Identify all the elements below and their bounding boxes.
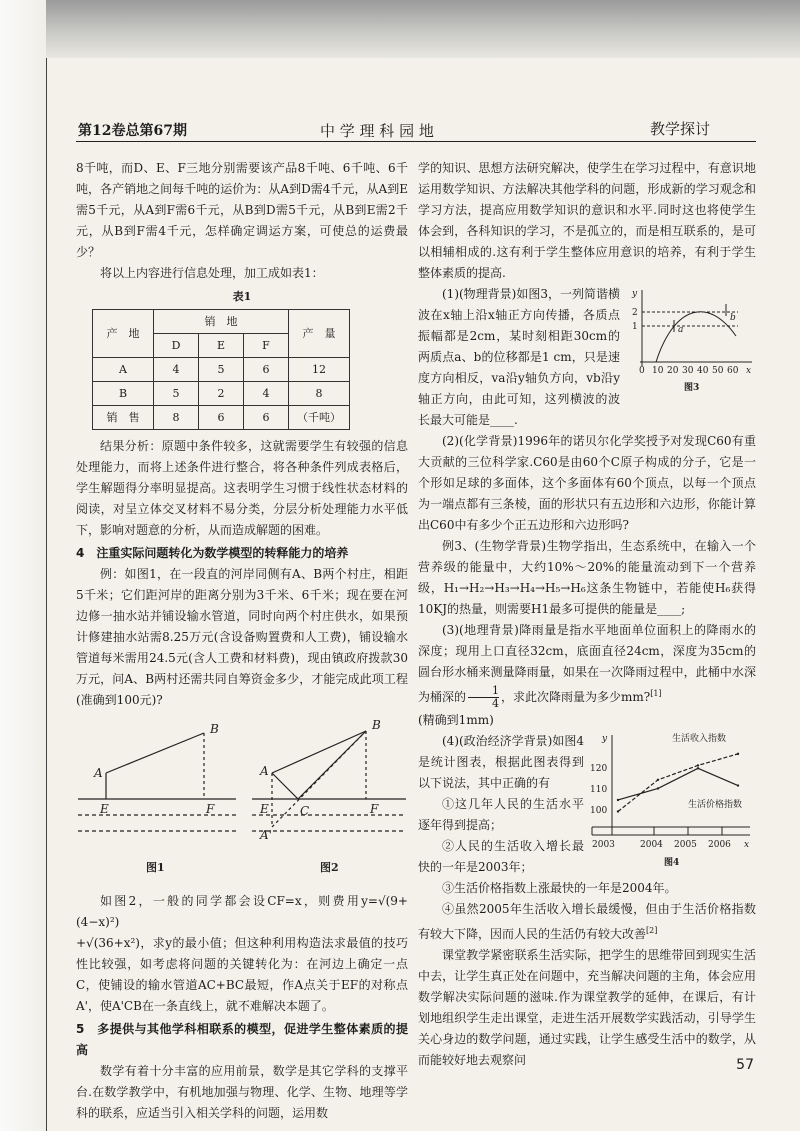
text-span: (3)(地理背景)降雨量是指水平地面单位面积上的降雨水的深度；现用上口直径32cm，底面直径24cm，深度为35cm的圆台形水桶来测量降雨量，如果在一次降雨过程中，此桶中水深为桶深的 (418, 623, 756, 704)
paragraph: 例：如图1，在一段直的河岸同侧有A、B两个村庄，相距5千米；它们距河岸的距离分别为3千米、6千米；现在要在河边修一抽水站并铺设输水管道，同时向两个村庄供水，如果预计修建抽水站需8.25万元(含设备购置费和人工费)，铺设输水管道每米需用24.5元(含人工费和材料费)，现由镇政府拨款30万元，问A、B两村还需共同自筹资金多少，才能完成此项工程(准确到100元)? (76, 567, 408, 707)
right-column (418, 158, 756, 1071)
figure-caption: 图2 (320, 861, 339, 874)
fraction (468, 685, 499, 710)
figures-1-2 (76, 715, 408, 891)
data-point (737, 784, 739, 786)
tick-label: 50 (712, 366, 724, 376)
header-rule (76, 141, 756, 142)
header-section: 教学探讨 (650, 120, 711, 138)
axis-label: x (746, 366, 752, 376)
table-header: 销 地 (154, 310, 289, 334)
table-header: F (244, 334, 289, 358)
text-span: ，求此次降雨量为多少mm? (501, 690, 651, 704)
table-cell: 5 (154, 382, 199, 406)
geometry-figures (76, 715, 408, 891)
tick-label: 1 (632, 322, 638, 332)
tick-label: 2003 (592, 840, 615, 850)
point-label: b (730, 313, 736, 323)
table-row (93, 358, 350, 382)
tick-label: 10 (652, 366, 664, 376)
tick-label: 40 (697, 366, 709, 376)
paragraph (418, 620, 756, 710)
tick-label: 2006 (708, 840, 731, 850)
legend-series-2: 生活价格指数 (688, 800, 743, 810)
paragraph: +√(36+x²)，求y的最小值；但这种利用构造法求最值的技巧性比较强，如考虑将问题的关键转化为：在河边上确定一点C，使铺设的输水管道AC+BC最短，作A点关于EF的对称点A'，使A'CB在一条直线上，就不难解决本题了。 (76, 936, 408, 1013)
table-cell: A (93, 358, 154, 382)
label-A-prime: A' (260, 828, 272, 842)
table-cell: 6 (199, 406, 244, 430)
legend-series-1: 生活收入指数 (672, 734, 727, 744)
table-cell: 8 (289, 382, 350, 406)
tick-label: 100 (590, 806, 608, 816)
table-cell: 5 (199, 358, 244, 382)
tick-label: 2 (632, 308, 638, 318)
fraction-denominator: 4 (492, 697, 500, 710)
wave-figure (626, 286, 756, 396)
citation: [1] (650, 689, 662, 698)
table-cell: 8 (154, 406, 199, 430)
data-point (697, 764, 699, 766)
option-item: ②人民的生活收入增长最快的一年是2003年； (418, 839, 584, 874)
text-span: ④虽然2005年生活收入增长最缓慢，但由于生活价格指数有较大下降，因而人民的生活仍有较大改善 (418, 902, 756, 941)
table-cell: 4 (244, 382, 289, 406)
table-header: 产 地 (93, 310, 154, 358)
option-item: ③生活价格指数上涨最快的一年是2004年。 (442, 881, 677, 895)
segment-A2B (272, 731, 366, 827)
tick-label: 60 (727, 366, 739, 376)
paragraph: 课堂教学紧密联系生活实际，把学生的思维带回到现实生活中去，让学生真正处在问题中，充当解决问题的主角，体会应用数学解决实际问题的滋味.作为课堂教学的延伸，在课后，有计划地组织学生走出课堂，走进生活开展数学实践活动，引导学生关心身边的数学问题，通过实践，让学生感受生活中的数学，从而能较好地去观察问 (418, 948, 756, 1067)
table-header: E (199, 334, 244, 358)
paragraph: 将以上内容进行信息处理，加工成如表1： (100, 266, 324, 280)
data-table (92, 309, 350, 430)
label-E: E (260, 802, 269, 816)
figure-caption: 图4 (664, 858, 680, 868)
index-chart (588, 731, 756, 871)
label-F: F (206, 802, 215, 816)
tick-label: 0 (639, 366, 645, 376)
left-column (76, 158, 408, 1124)
physics-block (418, 284, 756, 431)
table-caption: 表1 (232, 290, 252, 303)
section-heading: 4 注重实际问题转化为数学模型的转释能力的培养 (76, 546, 349, 560)
tick-label: 2004 (640, 840, 663, 850)
option-item: ①这几年人民的生活水平逐年得到提高； (418, 797, 584, 832)
tick-label: 30 (682, 366, 694, 376)
page-number: 57 (736, 1057, 754, 1073)
paragraph: 结果分析：原题中条件较多，这就需要学生有较强的信息处理能力，而将上述条件进行整合，将各种条件列成表格后，学生解题得分率明显提高。这表明学生习惯于线性状态材料的阅读，对呈立体交叉材料不易分类，分层分析处理能力水平低下，影响对题意的分析，从而造成解题的困难。 (76, 439, 408, 537)
economics-block (418, 731, 756, 878)
paragraph: (2)(化学背景)1996年的诺贝尔化学奖授予对发现C60有重大贡献的三位科学家.C60是由60个C原子构成的分子，它是一个形如足球的多面体，这个多面体有60个顶点，以每一个顶点为一端点都有三条棱，面的形状只有五边形和六边形，你能计算出C60中有多少个正五边形和六边形吗? (418, 434, 756, 532)
table-cell: 销 售 (93, 406, 154, 430)
table-cell: 4 (154, 358, 199, 382)
data-point (737, 753, 739, 755)
scan-shadow (0, 0, 800, 58)
table-row (93, 382, 350, 406)
table-cell: 12 (289, 358, 350, 382)
axis-label: x (744, 840, 750, 850)
table-header: 产 量 (289, 310, 350, 358)
segment-AB (106, 733, 204, 773)
tick-label: 2005 (674, 840, 697, 850)
page-margin (0, 0, 46, 1131)
figure-caption: 图1 (146, 861, 165, 874)
label-A: A (94, 766, 103, 780)
paragraph: (精确到1mm) (418, 713, 494, 727)
paragraph: 如图2，一般的同学都会设CF=x，则费用y=√(9+(4−x)²) (76, 894, 408, 929)
data-point (617, 810, 619, 812)
tick-label: 120 (590, 764, 608, 774)
paragraph: 例3、(生物学背景)生物学指出，生态系统中，在输入一个营养级的能量中，大约10%～20%的能量流动到下一个营养级，H₁→H₂→H₃→H₄→H₅→H₆这条生物链中，若能使H₆获得10KJ的热量，则需要H1最多可提供的能量是____; (418, 539, 756, 616)
table-cell: （千吨） (289, 406, 350, 430)
segment-AC (272, 773, 298, 799)
table-cell: 6 (244, 358, 289, 382)
table-cell: B (93, 382, 154, 406)
header-volume: 第12卷总第67期 (78, 123, 187, 139)
table-header: D (154, 334, 199, 358)
paragraph: (4)(政治经济学背景)如图4是统计图表，根据此图表得到以下说法，其中正确的有 (418, 734, 584, 790)
paragraph: 学的知识、思想方法研究解决，使学生在学习过程中，有意识地运用数学知识、方法解决其他学科的问题，形成新的学习观念和学习方法，提高应用数学知识的意识和水平.同时这也将使学生体会到，各科知识的学习，不是孤立的，而是相互联系的，是可以相辅相成的.这有利于学生整体应用意识的培养，有利于学生整体素质的提高. (418, 161, 756, 280)
tick-label: 20 (667, 366, 679, 376)
paragraph: 数学有着十分丰富的应用前景，数学是其它学科的支撑平台.在数学教学中，有机地加强与物理、化学、生物、地理等学科的联系，应适当引入相关学科的问题，运用数 (76, 1064, 408, 1120)
wave-curve (656, 312, 736, 362)
binding-edge (46, 58, 47, 1131)
data-point (657, 787, 659, 789)
label-B: B (372, 718, 381, 732)
label-F: F (370, 802, 379, 816)
table-cell: 2 (199, 382, 244, 406)
fraction-numerator: 1 (468, 685, 499, 698)
data-point (697, 767, 699, 769)
tick-label: 110 (590, 785, 608, 795)
segment-AB (272, 731, 366, 773)
option-item (418, 899, 756, 945)
point-label: a (678, 325, 684, 335)
section-heading: 5 多提供与其他学科相联系的模型，促进学生整体素质的提高 (76, 1022, 408, 1057)
label-B: B (210, 722, 219, 736)
axis-label: y (632, 289, 638, 299)
label-C: C (300, 804, 310, 818)
table-row (93, 406, 350, 430)
axis-label: y (602, 734, 608, 744)
citation: [2] (646, 926, 658, 935)
label-E: E (100, 802, 109, 816)
figure-caption: 图3 (684, 383, 700, 393)
paragraph: 8千吨，而D、E、F三地分别需要该产品8千吨、6千吨、6千吨，各产销地之间每千吨的运价为：从A到D需4千元，从A到E需5千元，从A到F需6千元，从B到D需5千元，从B到E需2千元，从B到F需4千元，怎样确定调运方案，可使总的运费最少？ (76, 161, 408, 259)
data-point (617, 799, 619, 801)
journal-page (50, 58, 800, 1131)
paragraph: (1)(物理背景)如图3，一列简谐横波在x轴上沿x轴正方向传播，各质点振幅都是2cm，某时刻相距30cm的两质点a、b的位移都是1 cm，只是速度方向相反，va沿y轴负方向，vb沿y轴正方向，由此可知，这列横波的波长最大可能是____. (418, 287, 620, 427)
table-cell: 6 (244, 406, 289, 430)
data-point (657, 779, 659, 781)
label-A: A (260, 764, 269, 778)
header-journal: 中 学 理 科 园 地 (320, 122, 434, 140)
